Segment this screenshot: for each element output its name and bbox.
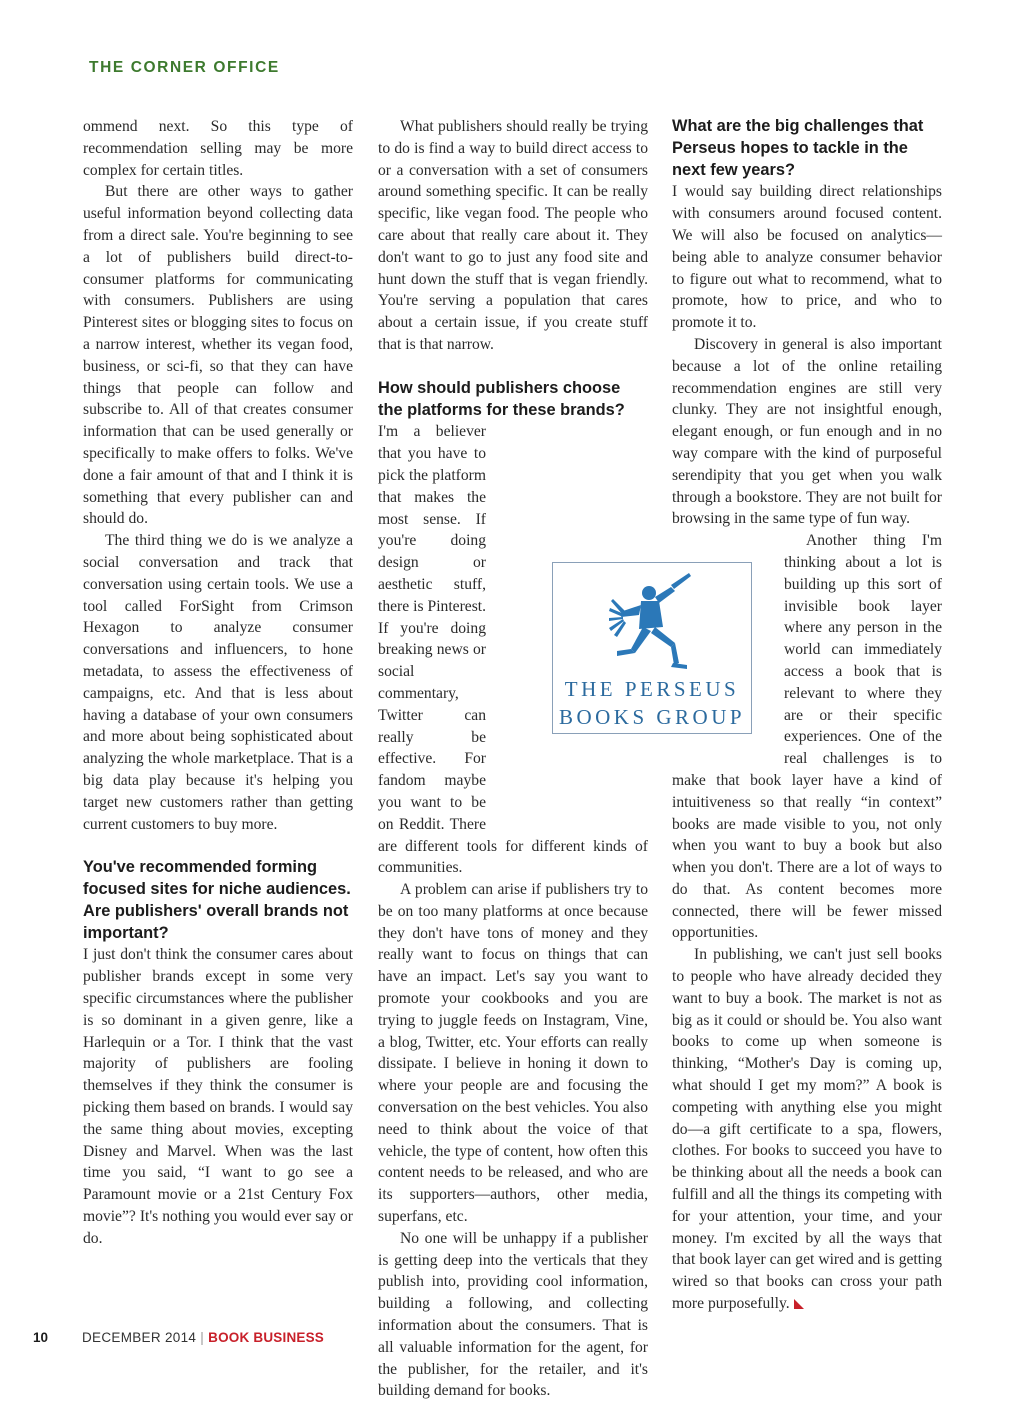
logo-text-line-1: THE PERSEUS	[564, 677, 740, 701]
paragraph: No one will be unhappy if a publisher is getting deep into the verticals that they publish into, providing cool information, building a following, and collecting information about the consumers. That is all valuable information for the agent, for the publisher, for the retailer, and it's building demand for books.	[378, 1229, 648, 1400]
footer-separator: |	[200, 1330, 205, 1345]
logo-text-line-2: BOOKS GROUP	[558, 705, 746, 729]
perseus-logo	[552, 562, 752, 734]
paragraph: A problem can arise if publishers try to be on too many platforms at once because they don't have tons of money and they really want to focus on things that can have an impact. Let's say you want to promote your cookbooks and you are trying to juggle feeds on Instagram, Vine, a blog, Twitter, etc. Your efforts can really dissipate. I believe in honing it down to where your people are and focusing the conversation on the best vehicles. You also need to think about the voice of that vehicle, the type of content, how often this content needs to be released, and who are its supporters—authors, other media, superfans, etc.	[378, 881, 648, 1226]
paragraph: I'm a believer that you have to pick the platform that makes the most sense. If you're doing design or aesthetic stuff, there is Pinterest. If you're doing breaking news or social commentary, Twitter can really be effective. For fandom maybe you want to be on Reddit. There are different tools for different kinds of communities.	[378, 423, 648, 877]
paragraph: I would say building direct relationships with consumers around focused content. We will also be focused on analytics—being able to analyze consumer behavior to figure out what to recommend, what to promote, how to price, and who to promote it to.	[672, 183, 942, 332]
paragraph: Another thing I'm thinking about a lot is building up this sort of invisible book layer where any person in the world can immediately access a book that is relevant to where they are or their specific experiences. One of the real challenges is to make that book layer have a kind of intuitiveness so that really “in context” books are made visible to you, not only when you want to buy a book but also when you don't. There are a lot of ways to do that. As content becomes more connected, there will be fewer missed opportunities.	[672, 532, 942, 942]
magazine-name: BOOK BUSINESS	[208, 1330, 325, 1345]
perseus-figure-icon	[609, 571, 699, 675]
paragraph	[672, 944, 942, 1315]
paragraph-text: In publishing, we can't just sell books to people who have already decided they want to buy a book. The market is not as big as it could or should be. You also want books to come up when someone is thinking, “Mother's Day is coming up, what should I get my mom?” A book is competing with anything else you might do—a gift certificate to a spa, flowers, clothes. For books to succeed you have to be thinking about all the needs a book can fulfill and all the things its competing with for your attention, your time, and your money. I'm excited by all the ways that that book layer can get wired and is getting wired so that books can cross your path more purposefully.	[672, 946, 942, 1313]
page-number: 10	[33, 1330, 49, 1345]
paragraph: The third thing we do is we analyze a social conversation and track that conversation using certain tools. We use a tool called ForSight from Crimson Hexagon to analyze consumer conversations and influencers, to hone metadata, to assess the effectiveness of campaigns, etc. And that is less about having a database of your own consumers and more about being sophisticated about analyzing the whole marketplace. That is a big data play because it's helping you target new customers rather than getting current customers to buy more.	[83, 532, 353, 833]
paragraph: ommend next. So this type of recommendation selling may be more complex for certain titles.	[83, 118, 353, 179]
section-label: THE CORNER OFFICE	[89, 59, 280, 76]
paragraph: But there are other ways to gather useful information beyond collecting data from a direct sale. You're beginning to see a lot of publishers build direct-to-consumer platforms for communicating with consumers. Publishers are using Pinterest sites or blogging sites to focus on a narrow interest, whether its vegan food, business, or sci-fi, so that they can have things that people can follow and subscribe to. All of that creates consumer information that can be used generally or specifically to make offers to folks. We've done a fair amount of that and I think it is something that every publisher can and should do.	[83, 183, 353, 528]
column-2	[378, 116, 648, 1402]
issue-info	[82, 1330, 324, 1345]
question-heading: You've recommended forming focused sites for niche audiences. Are publishers' overall brands not important?	[83, 858, 351, 942]
paragraph: What publishers should really be trying to do is find a way to build direct access to or a conversation with a set of consumers around something specific. It can be really specific, like vegan food. The people who care about that really care about it. They don't want to go to just any food site and hunt down the stuff that is vegan friendly. You're serving a population that cares about a certain issue, if you create stuff that is that narrow.	[378, 118, 648, 353]
question-heading: How should publishers choose the platforms for these brands?	[378, 378, 625, 419]
column-1	[83, 116, 353, 1250]
question-heading: What are the big challenges that Perseus hopes to tackle in the next few years?	[672, 117, 924, 179]
issue-date: DECEMBER 2014	[82, 1330, 197, 1345]
paragraph: I just don't think the consumer cares about publisher brands except in some very specific circumstances where the publisher is so dominant in a given genre, like a Harlequin or a Tor. I think that the vast majority of publishers are fooling themselves if they think the consumer is picking them based on brands. I would say the same thing about movies, excepting Disney and Marvel. When was the last time you said, “I want to go see a Paramount movie or a 21st Century Fox movie”? It's nothing you would ever say or do.	[83, 946, 353, 1247]
end-mark-icon	[794, 1299, 804, 1309]
paragraph: Discovery in general is also important because a lot of the online retailing recommendation engines are still very clunky. They are not insightful enough, elegant enough, or fun enough and in no way compare with the kind of purposeful serendipity that you get when you walk through a bookstore. They are not built for browsing in the same type of fun way.	[672, 335, 942, 528]
